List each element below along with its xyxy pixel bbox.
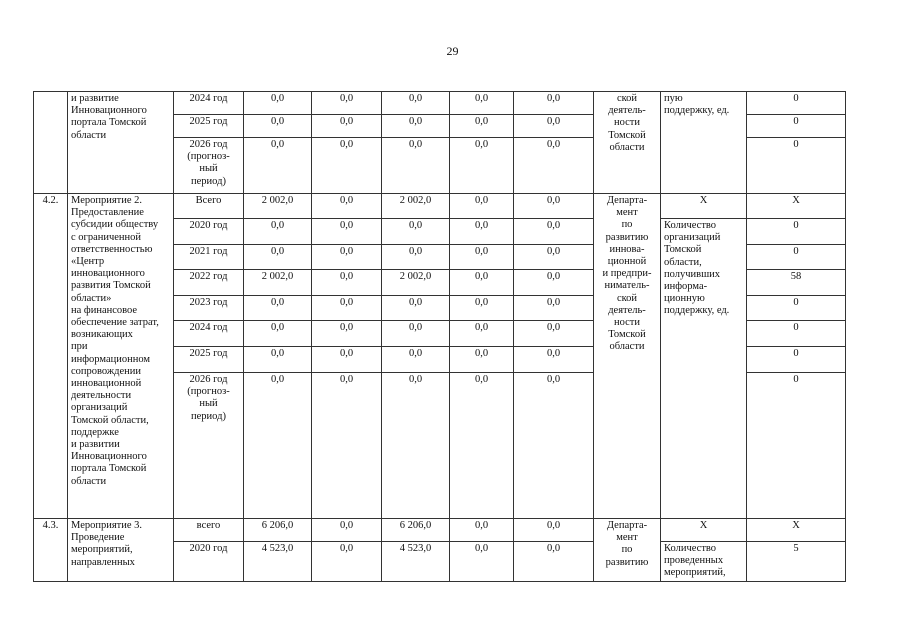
year-cell: 2025 год [174, 347, 244, 373]
amount-cell: 0,0 [450, 138, 514, 194]
amount-cell: 0,0 [312, 115, 382, 138]
total-cell: 6 206,0 [244, 519, 312, 542]
value-cell: 0 [747, 321, 846, 347]
year-cell: 2026 год (прогноз- ный период) [174, 138, 244, 194]
row-number-cell: 4.2. [34, 194, 68, 519]
amount-cell: 0,0 [382, 321, 450, 347]
value-cell: Х [747, 194, 846, 219]
total-cell: 0,0 [244, 115, 312, 138]
amount-cell: 0,0 [312, 219, 382, 245]
amount-cell: 0,0 [514, 296, 594, 321]
amount-cell: 0,0 [382, 219, 450, 245]
total-cell: 2 002,0 [244, 270, 312, 296]
amount-cell: 0,0 [450, 219, 514, 245]
value-cell: 0 [747, 347, 846, 373]
year-cell: 2026 год (прогноз- ный период) [174, 373, 244, 519]
row-number-cell [34, 92, 68, 194]
executor-cell: ской деятель- ности Томской области [594, 92, 661, 194]
executor-cell: Департа- мент по развитию [594, 519, 661, 582]
year-cell: Всего [174, 194, 244, 219]
amount-cell: 0,0 [514, 542, 594, 582]
amount-cell: 0,0 [514, 92, 594, 115]
amount-cell: 0,0 [312, 542, 382, 582]
amount-cell: 0,0 [312, 245, 382, 270]
activity-name-cell: Мероприятие 2. Предоставление субсидии обществу с ограниченной ответственностью «Центр инновационного развития Томской области» на финансовое обеспечение затрат, возникающих при информационном сопровождении инновационной деятельности организаций Томской области, поддержке и развитии Инновационного портала Томской области [68, 194, 174, 519]
table-row [34, 519, 846, 542]
amount-cell: 0,0 [382, 296, 450, 321]
year-cell: 2024 год [174, 92, 244, 115]
amount-cell: 0,0 [514, 321, 594, 347]
amount-cell: 0,0 [382, 115, 450, 138]
amount-cell: 0,0 [450, 373, 514, 519]
year-cell: 2022 год [174, 270, 244, 296]
value-cell: 0 [747, 296, 846, 321]
amount-cell: 0,0 [312, 194, 382, 219]
amount-cell: 2 002,0 [382, 194, 450, 219]
amount-cell: 0,0 [450, 245, 514, 270]
amount-cell: 0,0 [312, 270, 382, 296]
amount-cell: 0,0 [312, 138, 382, 194]
amount-cell: 0,0 [312, 296, 382, 321]
activity-name-cell: и развитие Инновационного портала Томской области [68, 92, 174, 194]
amount-cell: 0,0 [450, 270, 514, 296]
amount-cell: 0,0 [450, 542, 514, 582]
year-cell: всего [174, 519, 244, 542]
total-cell: 0,0 [244, 219, 312, 245]
indicator-cell: Количество проведенных мероприятий, [661, 542, 747, 582]
year-cell: 2021 год [174, 245, 244, 270]
amount-cell: 4 523,0 [382, 542, 450, 582]
amount-cell: 0,0 [382, 347, 450, 373]
table-row [34, 194, 846, 219]
amount-cell: 0,0 [450, 519, 514, 542]
activity-name-cell: Мероприятие 3. Проведение мероприятий, направленных [68, 519, 174, 582]
amount-cell: 0,0 [382, 92, 450, 115]
amount-cell: 0,0 [514, 347, 594, 373]
amount-cell: 0,0 [312, 92, 382, 115]
total-cell: 0,0 [244, 296, 312, 321]
value-cell: 5 [747, 542, 846, 582]
row-number-cell: 4.3. [34, 519, 68, 582]
amount-cell: 0,0 [514, 245, 594, 270]
total-cell: 0,0 [244, 347, 312, 373]
amount-cell: 0,0 [514, 138, 594, 194]
amount-cell: 0,0 [514, 373, 594, 519]
amount-cell: 0,0 [450, 115, 514, 138]
indicator-cell: пую поддержку, ед. [661, 92, 747, 194]
indicator-cell: Х [661, 519, 747, 542]
total-cell: 0,0 [244, 138, 312, 194]
program-table [33, 91, 846, 582]
total-cell: 0,0 [244, 92, 312, 115]
value-cell: 0 [747, 373, 846, 519]
amount-cell: 0,0 [450, 92, 514, 115]
amount-cell: 0,0 [382, 245, 450, 270]
executor-cell: Департа- мент по развитию иннова- ционной и предпри- ниматель- ской деятель- ности Томской области [594, 194, 661, 519]
year-cell: 2020 год [174, 542, 244, 582]
amount-cell: 0,0 [514, 219, 594, 245]
year-cell: 2020 год [174, 219, 244, 245]
indicator-cell: Х [661, 194, 747, 219]
amount-cell: 0,0 [514, 519, 594, 542]
total-cell: 2 002,0 [244, 194, 312, 219]
amount-cell: 0,0 [312, 519, 382, 542]
indicator-cell: Количество организаций Томской области, получивших информа- ционную поддержку, ед. [661, 219, 747, 519]
year-cell: 2023 год [174, 296, 244, 321]
amount-cell: 0,0 [450, 347, 514, 373]
amount-cell: 0,0 [450, 296, 514, 321]
value-cell: 0 [747, 92, 846, 115]
total-cell: 0,0 [244, 245, 312, 270]
value-cell: Х [747, 519, 846, 542]
amount-cell: 0,0 [450, 194, 514, 219]
value-cell: 0 [747, 219, 846, 245]
value-cell: 0 [747, 245, 846, 270]
value-cell: 0 [747, 138, 846, 194]
year-cell: 2024 год [174, 321, 244, 347]
amount-cell: 0,0 [312, 321, 382, 347]
table-row [34, 92, 846, 115]
value-cell: 58 [747, 270, 846, 296]
amount-cell: 0,0 [450, 321, 514, 347]
amount-cell: 0,0 [514, 115, 594, 138]
amount-cell: 0,0 [382, 373, 450, 519]
amount-cell: 0,0 [514, 194, 594, 219]
amount-cell: 2 002,0 [382, 270, 450, 296]
total-cell: 0,0 [244, 321, 312, 347]
amount-cell: 6 206,0 [382, 519, 450, 542]
amount-cell: 0,0 [382, 138, 450, 194]
total-cell: 0,0 [244, 373, 312, 519]
amount-cell: 0,0 [312, 347, 382, 373]
amount-cell: 0,0 [312, 373, 382, 519]
amount-cell: 0,0 [514, 270, 594, 296]
page-number: 29 [446, 44, 459, 58]
value-cell: 0 [747, 115, 846, 138]
total-cell: 4 523,0 [244, 542, 312, 582]
year-cell: 2025 год [174, 115, 244, 138]
